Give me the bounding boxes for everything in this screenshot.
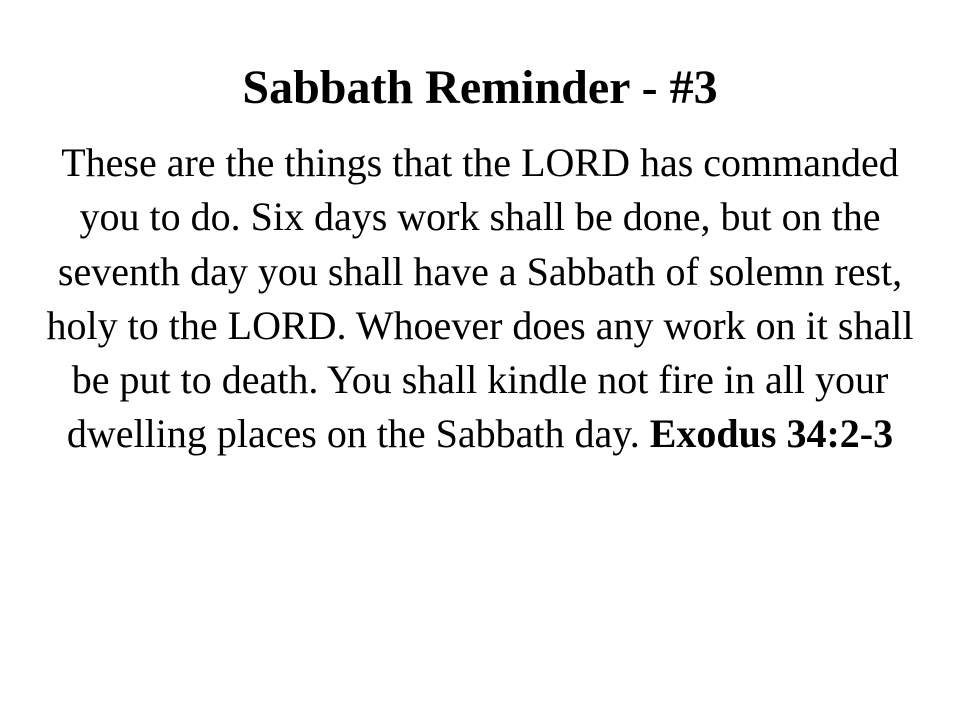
scripture-passage: [40, 136, 920, 462]
slide-title: Sabbath Reminder - #3: [242, 61, 718, 114]
verse-text: These are the things that the LORD has commanded you to do. Six days work shall be done, but on the seventh day you shall have a Sabbath of solemn rest, holy to the LORD. Whoever does any work on it shall be put to death. You shall kindle not fire in all your dwelling places on the Sabbath day.: [46, 140, 914, 457]
scripture-reference: Exodus 34:2-3: [649, 411, 894, 457]
